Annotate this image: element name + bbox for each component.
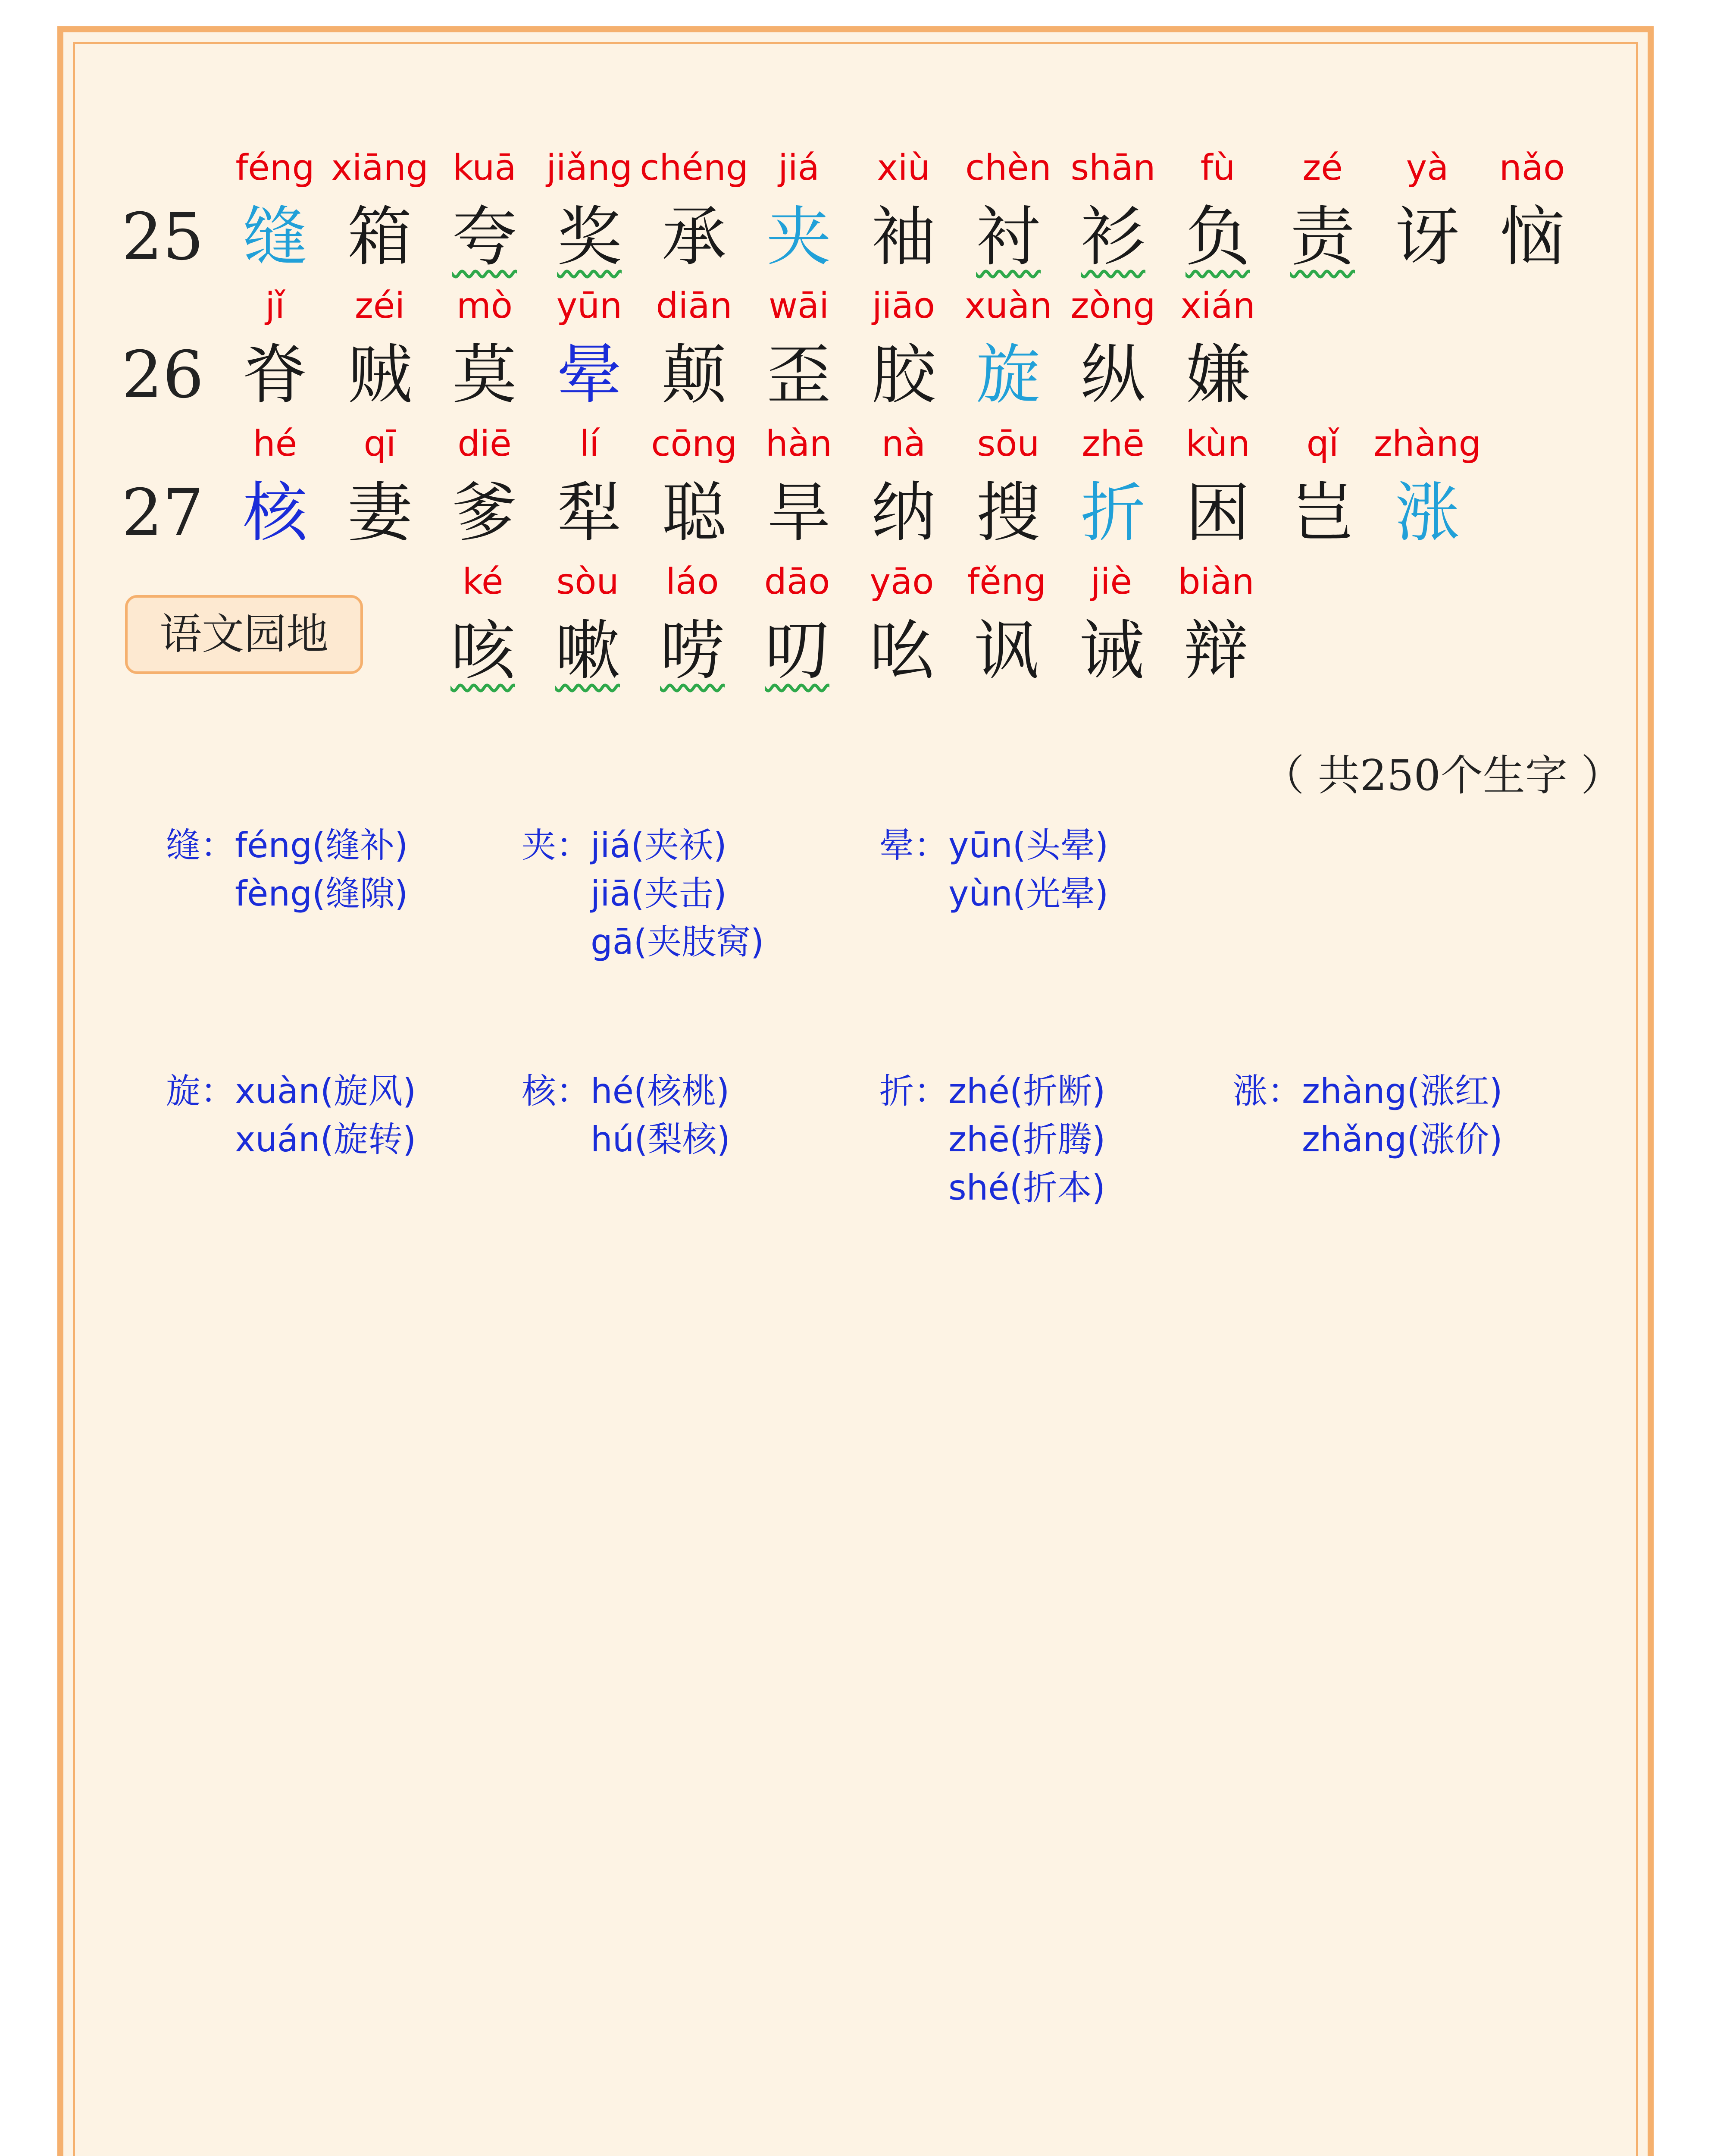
pinyin-label: zéi <box>354 285 405 326</box>
reading-entry: fèng(缝隙) <box>235 874 408 914</box>
reading-list <box>1302 1067 1503 1164</box>
pinyin-label: jiāo <box>872 285 935 326</box>
hanzi-character: 衬 <box>976 200 1041 275</box>
reading-entry: féng(缝补) <box>235 825 408 865</box>
hanzi-character: 歪 <box>766 338 831 413</box>
polyphonic-character: 夹： <box>522 825 591 865</box>
hanzi-character: 嫌 <box>1185 338 1250 413</box>
hanzi-character: 夹 <box>766 200 831 275</box>
hanzi-character: 讽 <box>974 614 1039 689</box>
hanzi-character: 袖 <box>871 200 936 275</box>
polyphonic-note <box>522 821 764 966</box>
pinyin-label: diān <box>656 285 732 326</box>
polyphonic-note <box>166 821 408 918</box>
pinyin-label: fěng <box>967 561 1046 602</box>
hanzi-character: 胶 <box>871 338 936 413</box>
pinyin-label: qī <box>363 423 396 464</box>
hanzi-character: 负 <box>1185 200 1250 275</box>
polyphonic-note <box>879 1067 1105 1212</box>
hanzi-character: 讶 <box>1395 200 1460 275</box>
pinyin-label: jiá <box>778 147 820 188</box>
pinyin-label: dāo <box>764 561 830 602</box>
hanzi-character: 承 <box>661 200 726 275</box>
pinyin-label: jiè <box>1090 561 1132 602</box>
polyphonic-note <box>166 1067 416 1164</box>
pinyin-label: xuàn <box>964 285 1052 326</box>
pinyin-label: hé <box>253 423 297 464</box>
reading-entry: yùn(光晕) <box>948 874 1109 914</box>
polyphonic-character: 核： <box>522 1071 591 1111</box>
pinyin-label: wāi <box>768 285 829 326</box>
hanzi-character: 纳 <box>871 476 936 551</box>
pinyin-label: zhē <box>1082 423 1145 464</box>
hanzi-character: 晕 <box>557 338 622 413</box>
hanzi-character: 旱 <box>766 476 831 551</box>
polyphonic-character: 折： <box>879 1071 948 1111</box>
reading-list <box>591 821 764 966</box>
reading-entry: zhē(折腾) <box>948 1119 1106 1159</box>
polyphonic-character: 晕： <box>879 825 948 865</box>
reading-list <box>591 1067 730 1164</box>
pinyin-label: mò <box>456 285 513 326</box>
hanzi-character: 爹 <box>452 476 517 551</box>
pinyin-label: sōu <box>977 423 1040 464</box>
pinyin-label: qǐ <box>1306 423 1339 464</box>
hanzi-character: 责 <box>1290 200 1355 275</box>
hanzi-character: 夸 <box>452 200 517 275</box>
lesson-number: 27 <box>122 476 204 551</box>
hanzi-character: 聪 <box>661 476 726 551</box>
pinyin-label: chèn <box>965 147 1051 188</box>
pinyin-label: lí <box>579 423 599 464</box>
reading-entry: xuàn(旋风) <box>235 1071 416 1111</box>
reading-list <box>948 821 1108 918</box>
pinyin-label: láo <box>666 561 719 602</box>
hanzi-character: 叨 <box>764 614 829 689</box>
character-cell <box>1373 418 1481 556</box>
hanzi-character: 唠 <box>660 614 725 689</box>
pinyin-label: yāo <box>870 561 934 602</box>
pinyin-label: xián <box>1180 285 1255 326</box>
reading-entry: jiá(夹袄) <box>591 825 727 865</box>
hanzi-character: 奖 <box>557 200 622 275</box>
polyphonic-character: 缝： <box>166 825 235 865</box>
hanzi-character: 吆 <box>869 614 934 689</box>
polyphonic-note <box>879 821 1108 918</box>
character-cell <box>1164 556 1268 694</box>
pinyin-label: biàn <box>1178 561 1254 602</box>
lesson-number: 26 <box>122 338 204 413</box>
pinyin-label: kuā <box>453 147 516 188</box>
reading-entry: yūn(头晕) <box>948 825 1109 865</box>
pinyin-label: hàn <box>765 423 832 464</box>
hanzi-character: 涨 <box>1395 476 1460 551</box>
reading-entry: gā(夹肢窝) <box>591 922 764 962</box>
hanzi-character: 搜 <box>976 476 1041 551</box>
hanzi-character: 脊 <box>242 338 307 413</box>
polyphonic-note <box>522 1067 730 1164</box>
hanzi-character: 颠 <box>661 338 726 413</box>
hanzi-character: 莫 <box>452 338 517 413</box>
pinyin-label: yà <box>1406 147 1449 188</box>
hanzi-character: 妻 <box>347 476 412 551</box>
lesson-number: 25 <box>122 200 204 275</box>
pinyin-label: jǐ <box>265 285 285 326</box>
hanzi-character: 折 <box>1080 476 1145 551</box>
pinyin-label: shān <box>1070 147 1156 188</box>
hanzi-character: 恼 <box>1499 200 1564 275</box>
hanzi-character: 辩 <box>1183 614 1248 689</box>
reading-entry: shé(折本) <box>948 1168 1106 1208</box>
hanzi-character: 犁 <box>557 476 622 551</box>
pinyin-label: jiǎng <box>546 147 632 188</box>
reading-entry: zhǎng(涨价) <box>1302 1119 1503 1159</box>
hanzi-character: 困 <box>1185 476 1250 551</box>
pinyin-label: nà <box>881 423 926 464</box>
reading-entry: zhàng(涨红) <box>1302 1071 1503 1111</box>
pinyin-label: cōng <box>651 423 737 464</box>
hanzi-character: 嗽 <box>555 614 620 689</box>
pinyin-label: fù <box>1200 147 1236 188</box>
pinyin-label: féng <box>235 147 315 188</box>
hanzi-character: 纵 <box>1080 338 1145 413</box>
pinyin-label: diē <box>457 423 512 464</box>
pinyin-label: kùn <box>1186 423 1250 464</box>
hanzi-character: 核 <box>242 476 307 551</box>
character-cell <box>1480 142 1584 280</box>
hanzi-character: 贼 <box>347 338 412 413</box>
pinyin-label: xiù <box>877 147 930 188</box>
pinyin-label: zhàng <box>1373 423 1481 464</box>
hanzi-character: 旋 <box>976 338 1041 413</box>
hanzi-character: 箱 <box>347 200 412 275</box>
reading-list <box>948 1067 1105 1212</box>
pinyin-label: yūn <box>556 285 622 326</box>
yuwen-yuandi-label: 语文园地 <box>125 595 363 674</box>
pinyin-label: zé <box>1302 147 1343 188</box>
polyphonic-character: 旋： <box>166 1071 235 1111</box>
pinyin-label: xiāng <box>331 147 429 188</box>
pinyin-label: ké <box>462 561 504 602</box>
hanzi-character: 咳 <box>450 614 515 689</box>
hanzi-character: 岂 <box>1290 476 1355 551</box>
reading-entry: xuán(旋转) <box>235 1119 416 1159</box>
reading-entry: hú(梨核) <box>591 1119 730 1159</box>
reading-list <box>235 1067 416 1164</box>
pinyin-label: zòng <box>1070 285 1156 326</box>
pinyin-label: nǎo <box>1499 147 1565 188</box>
reading-entry: zhé(折断) <box>948 1071 1106 1111</box>
polyphonic-note <box>1233 1067 1503 1164</box>
pinyin-label: sòu <box>556 561 619 602</box>
hanzi-character: 衫 <box>1080 200 1145 275</box>
polyphonic-character: 涨： <box>1233 1071 1302 1111</box>
reading-entry: jiā(夹击) <box>591 874 727 914</box>
reading-list <box>235 821 408 918</box>
pinyin-label: chéng <box>640 147 748 188</box>
hanzi-character: 诫 <box>1079 614 1144 689</box>
reading-entry: hé(核桃) <box>591 1071 730 1111</box>
character-cell <box>1166 280 1270 418</box>
total-count-note: （ 共250个生字 ） <box>1262 751 1623 800</box>
hanzi-character: 缝 <box>242 200 307 275</box>
